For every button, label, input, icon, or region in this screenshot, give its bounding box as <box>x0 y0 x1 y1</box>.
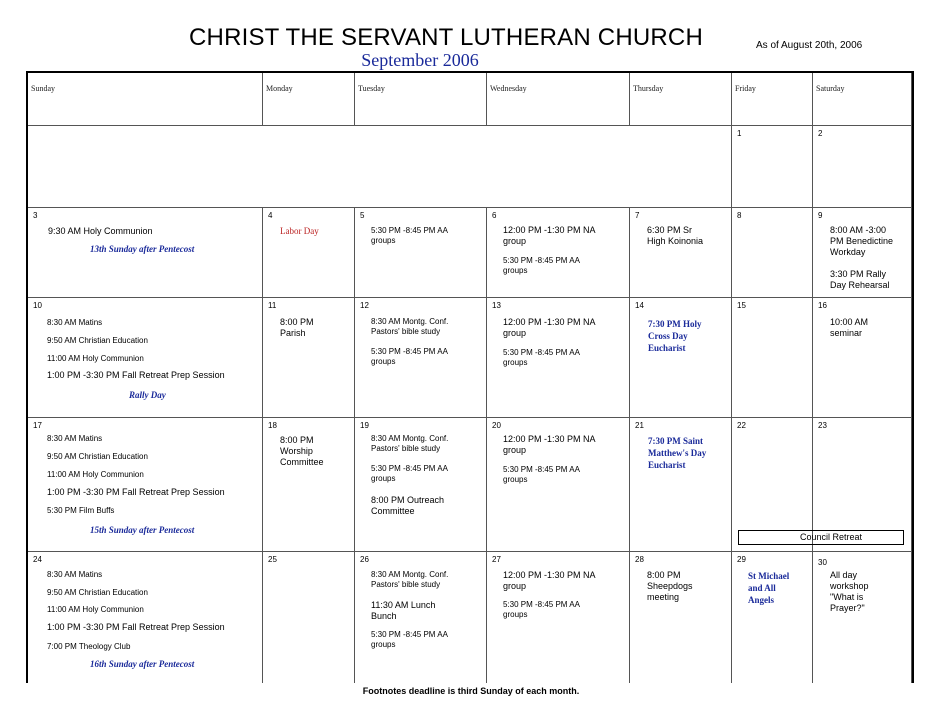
day-cell-13[interactable] <box>487 298 630 418</box>
event: 12:00 PM -1:30 PM NA group <box>503 317 596 338</box>
event: 3:30 PM Rally Day Rehearsal <box>830 269 890 290</box>
event: 5:30 PM -8:45 PM AA groups <box>371 464 448 483</box>
day-number: 22 <box>737 421 746 430</box>
event: 5:30 PM -8:45 PM AA groups <box>503 256 580 275</box>
event: 10:00 AM seminar <box>830 317 869 338</box>
event: All day workshop "What is Prayer?" <box>830 570 869 613</box>
day-cell-14[interactable] <box>630 298 732 418</box>
event: 12:00 PM -1:30 PM NA group <box>503 570 596 591</box>
day-cell-20[interactable] <box>487 418 630 552</box>
day-cell-24[interactable] <box>28 552 263 683</box>
event: 8:00 AM -3:00 PM Benedictine Workday <box>830 225 894 257</box>
day-header-thursday: Thursday <box>630 73 732 126</box>
event: 8:00 PM Sheepdogs meeting <box>647 570 693 602</box>
day-number: 18 <box>268 421 277 430</box>
day-cell-7[interactable] <box>630 208 732 298</box>
day-number: 12 <box>360 301 369 310</box>
day-cell-11[interactable] <box>263 298 355 418</box>
event: 5:30 PM -8:45 PM AA groups <box>371 347 448 366</box>
day-number: 10 <box>33 301 42 310</box>
day-cell-27[interactable] <box>487 552 630 683</box>
day-cell-16[interactable] <box>813 298 912 418</box>
day-cell-6[interactable] <box>487 208 630 298</box>
event: 8:30 AM Montg. Conf. Pastors' bible study <box>371 434 449 453</box>
day-cell-26[interactable] <box>355 552 487 683</box>
event: 7:00 PM Theology Club <box>47 642 131 651</box>
holiday: Labor Day <box>280 226 319 236</box>
footnote: Footnotes deadline is third Sunday of each month. <box>362 686 580 696</box>
event: 8:00 PM Parish <box>280 317 314 338</box>
day-number: 26 <box>360 555 369 564</box>
day-header-monday: Monday <box>263 73 355 126</box>
event: 12:00 PM -1:30 PM NA group <box>503 434 596 455</box>
day-cell-10[interactable] <box>28 298 263 418</box>
day-cell-17[interactable] <box>28 418 263 552</box>
day-number: 24 <box>33 555 42 564</box>
event: 11:00 AM Holy Communion <box>47 605 144 614</box>
day-number: 17 <box>33 421 42 430</box>
event: 5:30 PM -8:45 PM AA groups <box>371 630 448 649</box>
day-number: 6 <box>492 211 497 220</box>
day-header-wednesday: Wednesday <box>487 73 630 126</box>
church-title: CHRIST THE SERVANT LUTHERAN CHURCH <box>189 24 703 51</box>
event: 9:50 AM Christian Education <box>47 588 148 597</box>
event: 5:30 PM -8:45 PM AA groups <box>371 226 448 245</box>
day-number: 25 <box>268 555 277 564</box>
event: 9:50 AM Christian Education <box>47 452 148 461</box>
event: 1:00 PM -3:30 PM Fall Retreat Prep Session <box>47 622 225 632</box>
event: 1:00 PM -3:30 PM Fall Retreat Prep Session <box>47 370 225 380</box>
event: 9:30 AM Holy Communion <box>48 226 153 236</box>
day-header-friday: Friday <box>732 73 813 126</box>
event: 1:00 PM -3:30 PM Fall Retreat Prep Session <box>47 487 225 497</box>
event: 9:50 AM Christian Education <box>47 336 148 345</box>
day-number: 30 <box>818 558 827 567</box>
day-number: 27 <box>492 555 501 564</box>
event: 5:30 PM Film Buffs <box>47 506 115 515</box>
day-header-tuesday: Tuesday <box>355 73 487 126</box>
day-number: 20 <box>492 421 501 430</box>
day-header-sunday: Sunday <box>28 73 263 126</box>
day-number: 15 <box>737 301 746 310</box>
day-cell-1[interactable] <box>732 126 813 208</box>
day-number: 11 <box>268 301 277 310</box>
day-number: 8 <box>737 211 742 220</box>
day-number: 29 <box>737 555 746 564</box>
liturgical-note: Rally Day <box>129 390 166 400</box>
day-number: 5 <box>360 211 365 220</box>
day-cell-9[interactable] <box>813 208 912 298</box>
day-number: 13 <box>492 301 501 310</box>
event: 12:00 PM -1:30 PM NA group <box>503 225 596 246</box>
event: 8:00 PM Worship Committee <box>280 435 324 467</box>
event: 11:30 AM Lunch Bunch <box>371 600 436 621</box>
empty-days <box>28 126 732 208</box>
liturgical-note: 13th Sunday after Pentecost <box>90 244 195 254</box>
day-number: 9 <box>818 211 823 220</box>
feast-day: 7:30 PM Holy Cross Day Eucharist <box>648 319 702 353</box>
month-title: September 2006 <box>361 50 479 70</box>
event: 8:30 AM Montg. Conf. Pastors' bible study <box>371 570 449 589</box>
day-number: 14 <box>635 301 644 310</box>
day-cell-12[interactable] <box>355 298 487 418</box>
day-number: 19 <box>360 421 369 430</box>
day-number: 16 <box>818 301 827 310</box>
feast-day: 7:30 PM Saint Matthew's Day Eucharist <box>648 436 707 470</box>
event: 8:30 AM Montg. Conf. Pastors' bible study <box>371 317 449 336</box>
as-of-date: As of August 20th, 2006 <box>756 40 863 51</box>
day-number: 2 <box>818 129 823 138</box>
event: 5:30 PM -8:45 PM AA groups <box>503 348 580 367</box>
liturgical-note: 16th Sunday after Pentecost <box>90 659 195 669</box>
day-cell-15[interactable] <box>732 298 813 418</box>
feast-day: St Michael and All Angels <box>748 571 790 605</box>
event: 11:00 AM Holy Communion <box>47 470 144 479</box>
day-number: 23 <box>818 421 827 430</box>
council-retreat-banner[interactable]: Council Retreat <box>738 530 904 545</box>
day-number: 21 <box>635 421 644 430</box>
day-number: 7 <box>635 211 640 220</box>
day-cell-5[interactable] <box>355 208 487 298</box>
event: 8:30 AM Matins <box>47 434 103 443</box>
day-cell-30[interactable] <box>813 552 912 683</box>
event: 8:30 AM Matins <box>47 318 103 327</box>
event: 6:30 PM Sr High Koinonia <box>647 225 704 246</box>
day-number: 3 <box>33 211 38 220</box>
day-cell-21[interactable] <box>630 418 732 552</box>
day-cell-19[interactable] <box>355 418 487 552</box>
event: 8:30 AM Matins <box>47 570 103 579</box>
event: 5:30 PM -8:45 PM AA groups <box>503 465 580 484</box>
day-cell-25[interactable] <box>263 552 355 683</box>
event: 11:00 AM Holy Communion <box>47 354 144 363</box>
day-cell-18[interactable] <box>263 418 355 552</box>
day-cell-3[interactable] <box>28 208 263 298</box>
day-number: 4 <box>268 211 273 220</box>
day-cell-4[interactable] <box>263 208 355 298</box>
day-number: 28 <box>635 555 644 564</box>
day-cell-28[interactable] <box>630 552 732 683</box>
event: 8:00 PM Outreach Committee <box>371 495 445 516</box>
day-cell-2[interactable] <box>813 126 912 208</box>
day-cell-8[interactable] <box>732 208 813 298</box>
day-cell-29[interactable] <box>732 552 813 683</box>
day-number: 1 <box>737 129 742 138</box>
liturgical-note: 15th Sunday after Pentecost <box>90 525 195 535</box>
day-header-saturday: Saturday <box>813 73 912 126</box>
event: 5:30 PM -8:45 PM AA groups <box>503 600 580 619</box>
